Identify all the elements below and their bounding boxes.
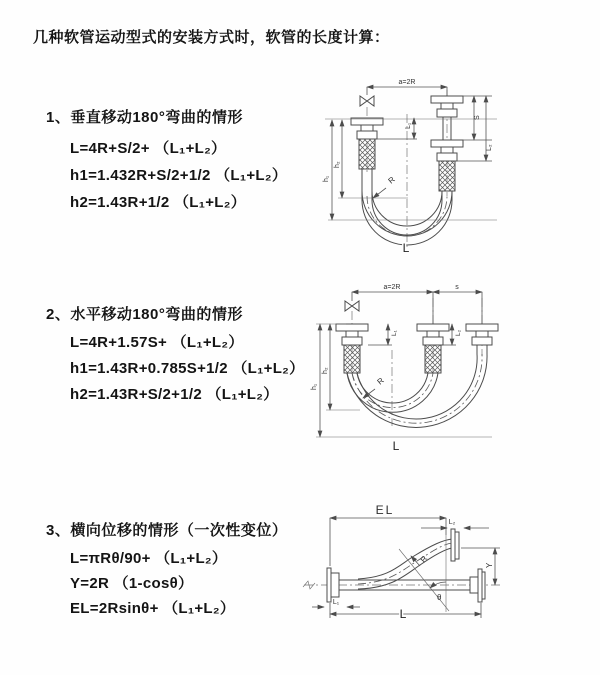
diagram-1-vertical-180 (323, 79, 497, 255)
d1-dim-s-label: S (474, 115, 481, 120)
section-2-formula-h2: h2=1.43R+S/2+1/2 （L₁+L₂） (70, 386, 279, 403)
flange-fitting (431, 96, 463, 117)
valve-icon (345, 301, 359, 311)
flange-fitting (470, 569, 485, 602)
d1-dim-l1-label: L₁ (405, 122, 412, 129)
section-1-formula-l: L=4R+S/2+ （L₁+L₂） (70, 140, 227, 157)
d2-dim-h2-label: h₂ (322, 367, 329, 374)
d1-dim-a2r-label: a=2R (398, 79, 416, 86)
section-3-formula-y: Y=2R （1-cosθ） (70, 575, 194, 592)
flange-fitting (431, 140, 463, 161)
d2-radius-label: R (375, 375, 386, 387)
d2-dim-l1-label: L₁ (391, 330, 398, 336)
flange-fitting (466, 324, 498, 345)
flange-fitting (451, 529, 459, 561)
braid-section (425, 345, 441, 373)
d1-dim-h2-label: h₂ (334, 161, 341, 168)
flange-fitting (351, 118, 383, 139)
d3-dim-l1-label: L₁ (332, 599, 340, 606)
section-2-heading: 2、水平移动180°弯曲的情形 (46, 306, 243, 323)
section-2-formula-h1: h1=1.43R+0.785S+1/2 （L₁+L₂） (70, 360, 305, 377)
d2-length-label: L (392, 439, 400, 453)
d2-dim-a2r-label: a=2R (383, 284, 401, 291)
flange-fitting (327, 568, 339, 602)
d1-dim-h1-label: h₁ (323, 175, 330, 182)
flange-fitting (336, 324, 368, 345)
d2-dim-l2-label: L₂ (455, 329, 462, 336)
section-2-formula-l: L=4R+1.57S+ （L₁+L₂） (70, 334, 244, 351)
page-title: 几种软管运动型式的安装方式时，软管的长度计算： (33, 29, 390, 46)
hose-u-curves (347, 345, 487, 427)
break-mark (303, 581, 315, 589)
section-3-heading: 3、横向位移的情形（一次性变位） (46, 522, 288, 539)
d1-dim-l2-label: L₂ (486, 144, 493, 151)
section-1-formula-h1: h1=1.432R+S/2+1/2 （L₁+L₂） (70, 167, 288, 184)
diagram-3-lateral-displacement (303, 503, 500, 621)
diagram-2-horizontal-180 (311, 284, 498, 453)
flange-fitting (417, 324, 449, 345)
d1-length-label: L (402, 241, 410, 255)
section-1-formula-h2: h2=1.43R+1/2 （L₁+L₂） (70, 194, 247, 211)
d3-dim-y-label: Y (485, 562, 494, 568)
d3-dim-el-label: EL (375, 503, 395, 517)
section-3-formula-el: EL=2Rsinθ+ （L₁+L₂） (70, 600, 236, 617)
d3-dim-l2-label: L₂ (448, 519, 456, 526)
braid-section (359, 139, 375, 169)
d2-dim-s-label: s (455, 284, 459, 291)
section-1-heading: 1、垂直移动180°弯曲的情形 (46, 109, 243, 126)
d1-radius-label: R (386, 174, 397, 186)
valve-icon (360, 96, 374, 106)
d3-radius-label: R (418, 554, 430, 565)
d3-angle-label: θ (437, 593, 442, 602)
d2-dim-h1-label: h₁ (311, 383, 318, 390)
braid-section (344, 345, 360, 373)
d3-length-label: L (399, 607, 407, 621)
braid-section (439, 161, 455, 191)
hose-s-curve (358, 539, 452, 589)
section-3-formula-l: L=πRθ/90+ （L₁+L₂） (70, 550, 228, 567)
